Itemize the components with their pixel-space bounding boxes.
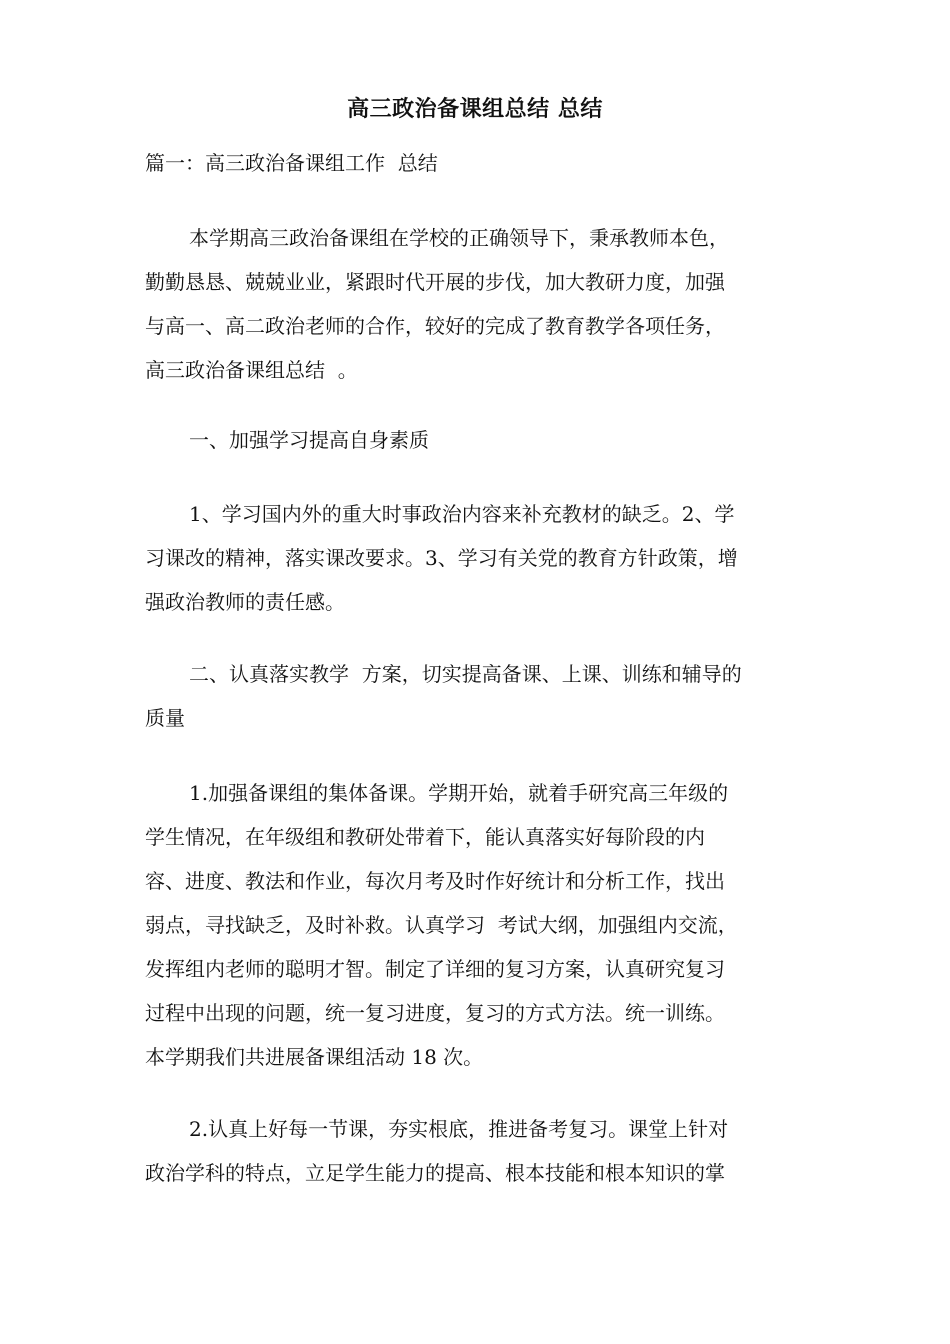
heading-line: 质量 (145, 706, 185, 730)
paragraph-line: 学生情况，在年级组和教研处带着下，能认真落实好每阶段的内 (145, 825, 705, 849)
section-heading-1 (145, 418, 810, 462)
document-subtitle: 篇一：高三政治备课组工作 总结 (145, 151, 438, 175)
paragraph-study (145, 492, 810, 624)
paragraph-line: 发挥组内老师的聪明才智。制定了详细的复习方案，认真研究复习 (145, 957, 725, 981)
paragraph-line: 政治学科的特点，立足学生能力的提高、根本技能和根本知识的掌 (145, 1161, 725, 1185)
paragraph-line: 本学期高三政治备课组在学校的正确领导下，秉承教师本色， (189, 226, 729, 250)
paragraph-line: 容、进度、教法和作业，每次月考及时作好统计和分析工作，找出 (145, 869, 725, 893)
paragraph-intro (145, 216, 810, 392)
heading-line: 二、认真落实教学 方案，切实提高备课、上课、训练和辅导的 (189, 662, 742, 686)
paragraph-line: 与高一、高二政治老师的合作，较好的完成了教育教学各项任务， (145, 314, 725, 338)
paragraph-collective-prep (145, 771, 810, 1079)
paragraph-line: 过程中出现的问题，统一复习进度，复习的方式方法。统一训练。 (145, 1001, 725, 1025)
paragraph-line: 2.认真上好每一节课，夯实根底，推进备考复习。课堂上针对 (189, 1117, 729, 1141)
section-heading-2 (145, 652, 810, 740)
paragraph-line: 1、学习国内外的重大时事政治内容来补充教材的缺乏。2、学 (189, 502, 735, 526)
heading-line: 一、加强学习提高自身素质 (189, 428, 429, 452)
paragraph-line: 勤勤恳恳、兢兢业业，紧跟时代开展的步伐，加大教研力度，加强 (145, 270, 725, 294)
paragraph-line: 习课改的精神，落实课改要求。3、学习有关党的教育方针政策，增 (145, 546, 738, 570)
paragraph-line: 弱点，寻找缺乏，及时补救。认真学习 考试大纲，加强组内交流， (145, 913, 738, 937)
paragraph-line: 强政治教师的责任感。 (145, 590, 345, 614)
paragraph-line: 高三政治备课组总结 。 (145, 358, 358, 382)
paragraph-line: 1.加强备课组的集体备课。学期开始，就着手研究高三年级的 (189, 781, 729, 805)
paragraph-line: 本学期我们共进展备课组活动 18 次。 (145, 1045, 484, 1069)
paragraph-classes (145, 1107, 810, 1195)
document-title: 高三政治备课组总结 总结 (347, 96, 603, 122)
